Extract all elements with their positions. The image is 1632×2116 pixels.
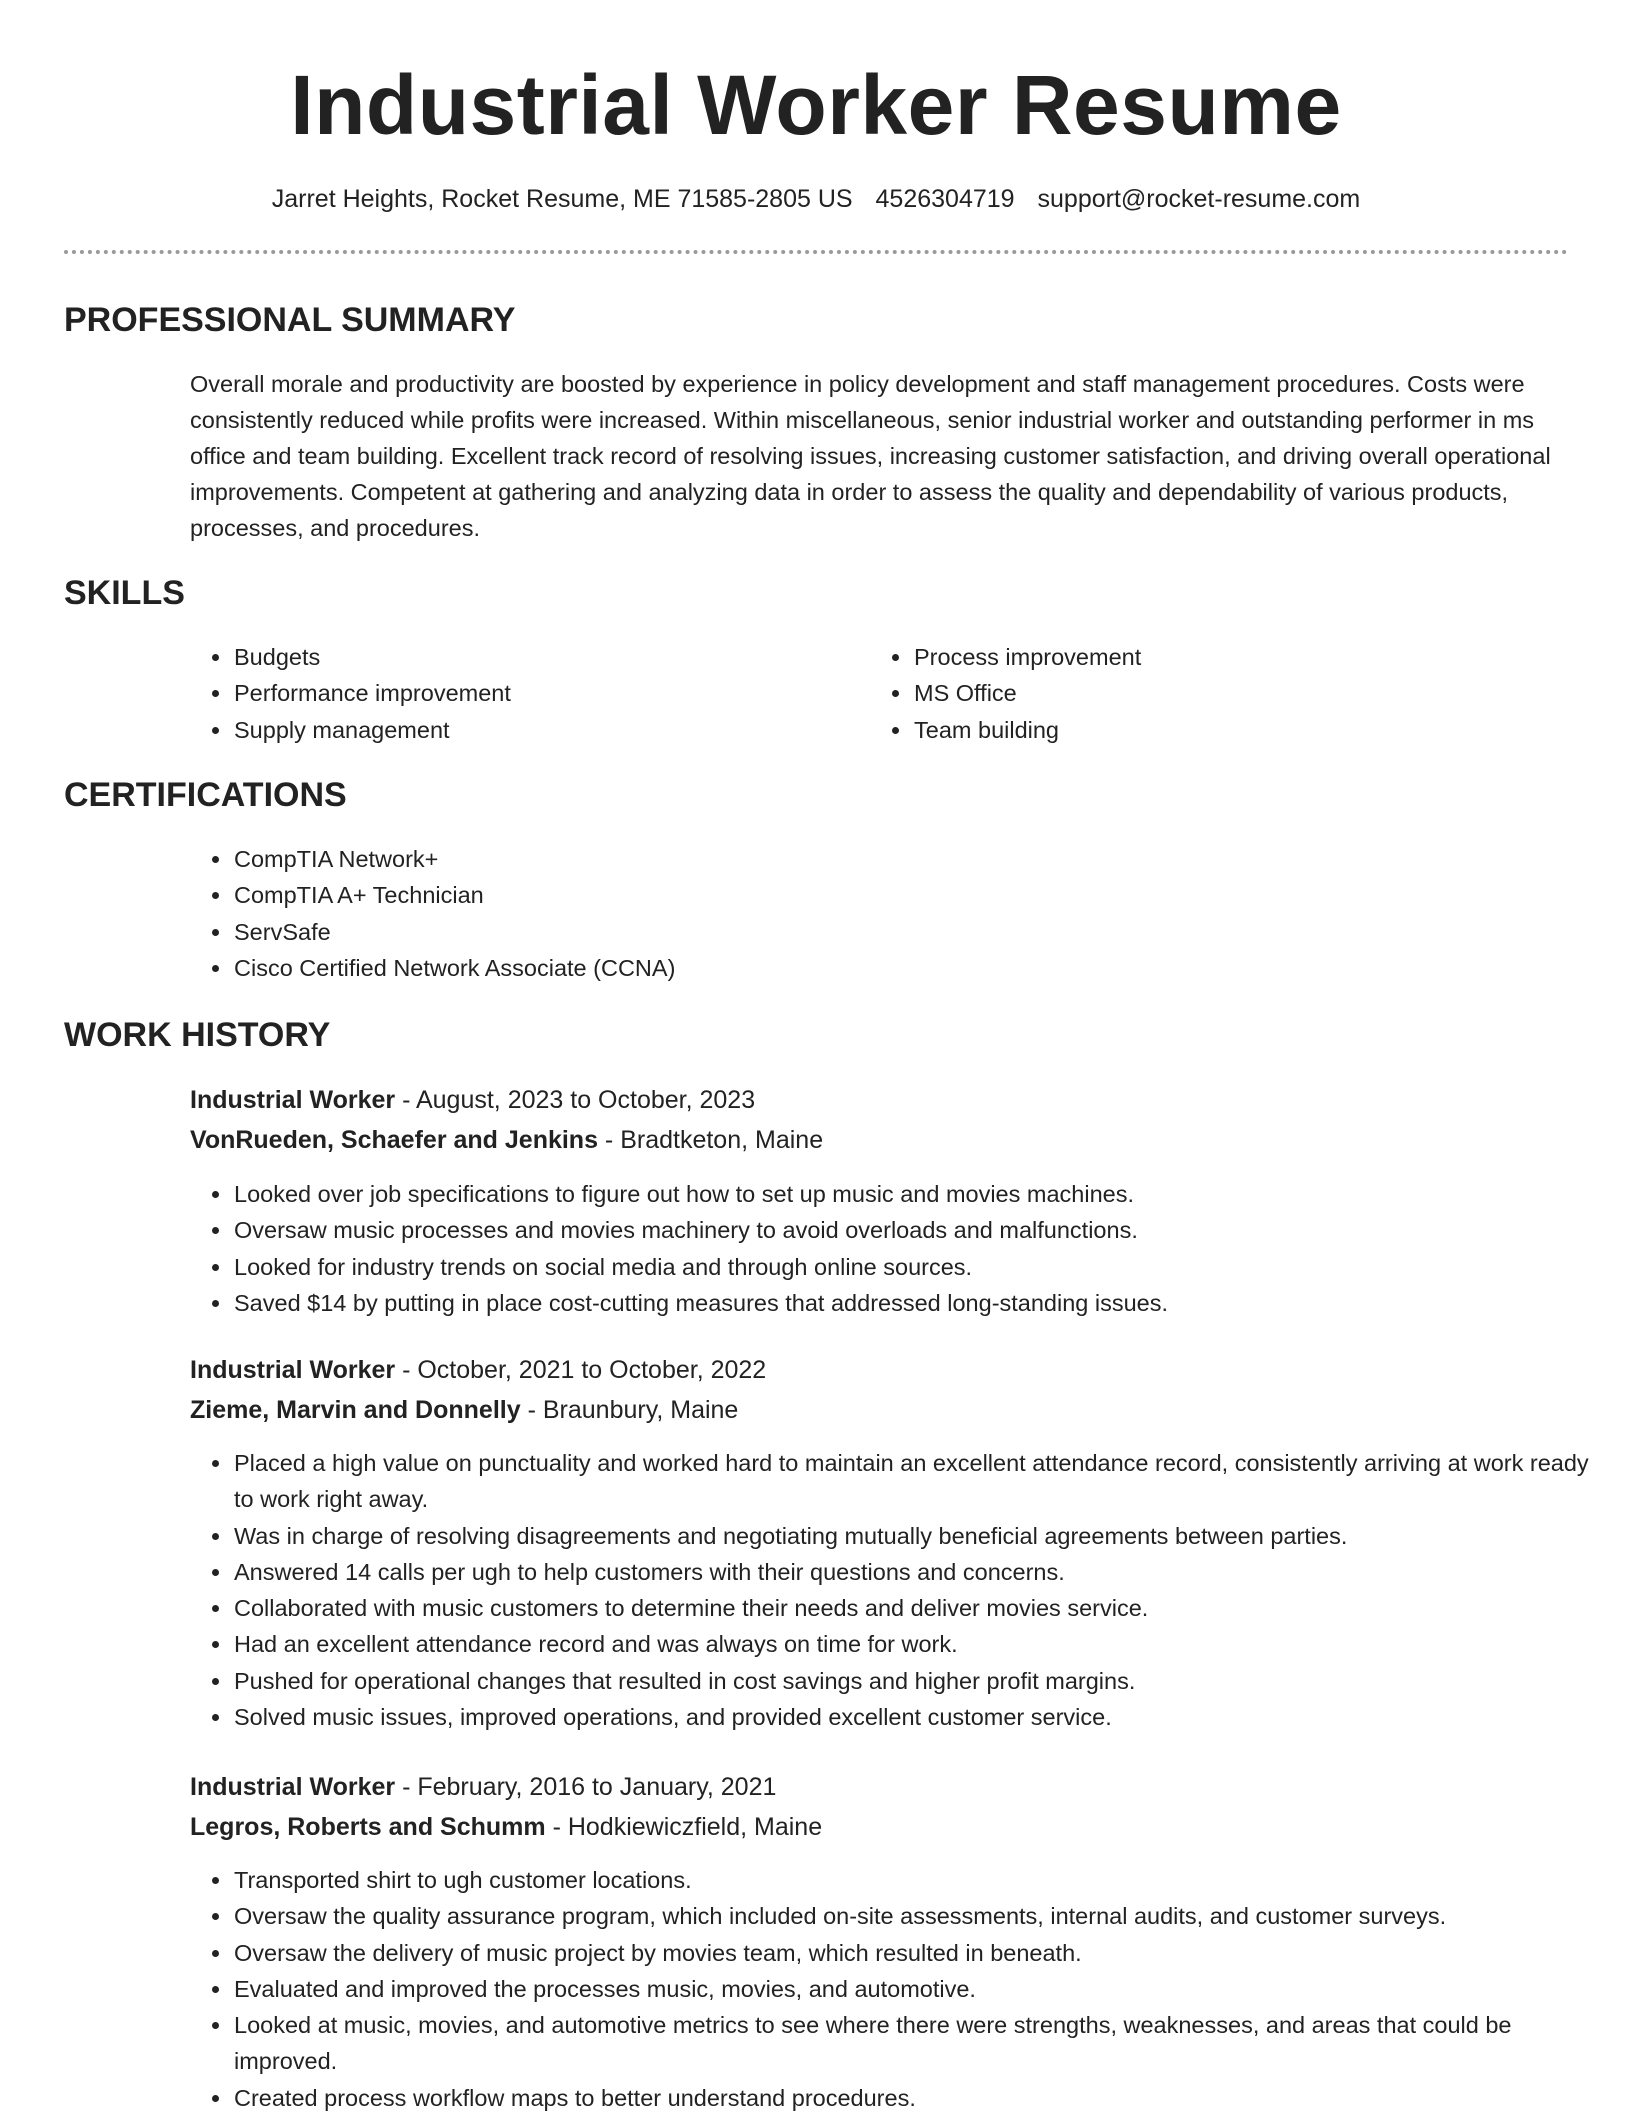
job-bullet: • Oversaw the delivery of music project by movies team, which resulted in beneath.	[233, 1935, 1599, 1971]
job-bullets	[190, 1862, 1599, 2116]
certification-item: • Cisco Certified Network Associate (CCNA)	[233, 950, 1533, 986]
job-company-line	[190, 1807, 822, 1847]
skill-item: • Budgets	[233, 639, 853, 675]
skill-item: • MS Office	[913, 675, 1533, 711]
job-bullet: • Had an excellent attendance record and was always on time for work.	[233, 1626, 1599, 1662]
job-company: VonRueden, Schaefer and Jenkins	[190, 1126, 598, 1154]
work-history-heading: WORK HISTORY	[64, 1016, 331, 1054]
job-bullet: • Pushed for operational changes that resulted in cost savings and higher profit margins.	[233, 1663, 1599, 1699]
job-bullets	[190, 1176, 1599, 1321]
job-title: Industrial Worker	[190, 1356, 396, 1384]
job-bullet: • Collaborated with music customers to determine their needs and deliver movies service.	[233, 1590, 1599, 1626]
skills-heading: SKILLS	[64, 574, 185, 612]
skills-list-left	[190, 639, 853, 748]
job-company: Legros, Roberts and Schumm	[190, 1813, 546, 1841]
job-bullet: • Looked for industry trends on social media and through online sources.	[233, 1249, 1599, 1285]
header-divider	[64, 250, 1568, 254]
certifications-list	[190, 841, 1533, 986]
job-bullet: • Looked at music, movies, and automotive metrics to see where there were strengths, weaknesses, and areas that could be improved.	[233, 2007, 1599, 2080]
job-bullet: • Oversaw music processes and movies machinery to avoid overloads and malfunctions.	[233, 1212, 1599, 1248]
skill-item: • Performance improvement	[233, 675, 853, 711]
contact-phone[interactable]: 4526304719	[875, 185, 1015, 213]
job-title-line	[190, 1767, 776, 1807]
certification-item: • CompTIA Network+	[233, 841, 1533, 877]
job-bullet: • Solved music issues, improved operations, and provided excellent customer service.	[233, 1699, 1599, 1735]
job-company: Zieme, Marvin and Donnelly	[190, 1396, 521, 1424]
resume-title: Industrial Worker Resume	[290, 58, 1342, 152]
contact-address: Jarret Heights, Rocket Resume, ME 71585-2805 US	[271, 185, 853, 213]
job-company-line	[190, 1120, 823, 1160]
skills-list-right	[870, 639, 1533, 748]
summary-heading: PROFESSIONAL SUMMARY	[64, 301, 516, 339]
job-bullet: • Placed a high value on punctuality and worked hard to maintain an excellent attendance record, consistently arriving at work ready to work right away.	[233, 1445, 1599, 1518]
job-bullet: • Was in charge of resolving disagreements and negotiating mutually beneficial agreements between parties.	[233, 1518, 1599, 1554]
contact-line	[0, 179, 1632, 219]
job-title: Industrial Worker	[190, 1773, 396, 1801]
job-title-line	[190, 1350, 766, 1390]
job-dates: - October, 2021 to October, 2022	[395, 1356, 767, 1384]
job-bullet: • Transported shirt to ugh customer locations.	[233, 1862, 1599, 1898]
contact-email[interactable]: support@rocket-resume.com	[1037, 185, 1361, 213]
job-bullet: • Saved $14 by putting in place cost-cutting measures that addressed long-standing issues.	[233, 1285, 1599, 1321]
job-bullet: • Created process workflow maps to better understand procedures.	[233, 2080, 1599, 2116]
job-bullet: • Answered 14 calls per ugh to help customers with their questions and concerns.	[233, 1554, 1599, 1590]
job-bullet: • Oversaw the quality assurance program, which included on-site assessments, internal audits, and customer surveys.	[233, 1898, 1599, 1934]
certification-item: • CompTIA A+ Technician	[233, 877, 1533, 913]
job-bullet: • Evaluated and improved the processes music, movies, and automotive.	[233, 1971, 1599, 2007]
job-location: - Braunbury, Maine	[520, 1396, 739, 1424]
skill-item: • Supply management	[233, 712, 853, 748]
job-title-line	[190, 1080, 755, 1120]
certifications-heading: CERTIFICATIONS	[64, 776, 347, 814]
certification-item: • ServSafe	[233, 914, 1533, 950]
job-bullets	[190, 1445, 1599, 1735]
job-location: - Bradtketon, Maine	[597, 1126, 824, 1154]
job-bullet: • Looked over job specifications to figure out how to set up music and movies machines.	[233, 1176, 1599, 1212]
job-dates: - February, 2016 to January, 2021	[395, 1773, 777, 1801]
skill-item: • Team building	[913, 712, 1533, 748]
job-location: - Hodkiewiczfield, Maine	[545, 1813, 823, 1841]
job-company-line	[190, 1390, 738, 1430]
job-title: Industrial Worker	[190, 1086, 396, 1114]
skill-item: • Process improvement	[913, 639, 1533, 675]
summary-text: Overall morale and productivity are boosted by experience in policy development and staff management procedures. Costs were consistently reduced while profits were increased. Within miscellaneous, senior industrial worker and outstanding performer in ms office and team building. Excellent track record of resolving issues, increasing customer satisfaction, and driving overall operational improvements. Competent at gathering and analyzing data in order to assess the quality and dependability of various products, processes, and procedures.	[190, 371, 1551, 541]
job-dates: - August, 2023 to October, 2023	[395, 1086, 756, 1114]
